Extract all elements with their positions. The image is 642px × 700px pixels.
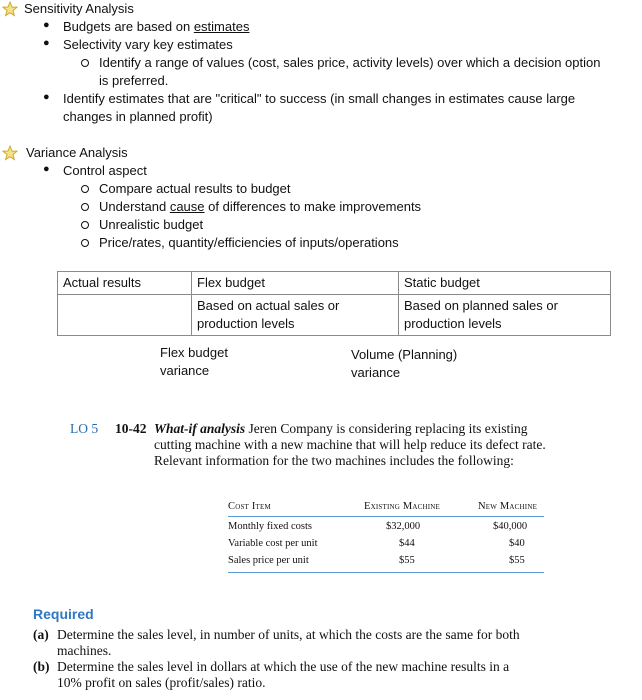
sub-bullet-unrealistic: Unrealistic budget <box>99 217 204 232</box>
section-title-sensitivity: Sensitivity Analysis <box>24 1 134 16</box>
table-row <box>228 538 544 555</box>
bullet-icon: ● <box>43 37 50 49</box>
bullet-control-aspect: Control aspect <box>63 163 147 178</box>
text: Jeren Company is considering replacing its existing <box>245 421 528 436</box>
bullet-icon: ● <box>43 163 50 175</box>
cell-text: Based on planned sales or <box>404 298 558 313</box>
table-cell: Sales price per unit <box>228 555 309 566</box>
item-text: Determine the sales level in dollars at which the use of the new machine results in a <box>57 659 510 674</box>
problem-number: 10-42 <box>115 421 147 436</box>
column-header: Cost Item <box>228 501 271 512</box>
label-line: Flex budget <box>160 345 228 360</box>
table-cell: Actual results <box>58 272 192 295</box>
sub-bullet-range-cont: is preferred. <box>99 73 169 88</box>
flex-budget-variance-label <box>160 344 228 380</box>
bullet-budgets-estimates <box>63 18 249 36</box>
bullet-critical-estimates: Identify estimates that are "critical" to success (in small changes in estimates cause large <box>63 91 576 106</box>
table-cell: $55 <box>399 555 415 566</box>
bullet-critical-estimates-cont: changes in planned profit) <box>63 109 213 124</box>
item-text: Determine the sales level, in number of units, at which the costs are the same for both <box>57 627 520 642</box>
star-icon <box>2 145 18 161</box>
item-label: (b) <box>33 659 50 674</box>
circle-bullet-icon <box>81 185 89 193</box>
problem-line-1 <box>154 421 527 437</box>
table-cell: $40,000 <box>493 521 528 532</box>
column-header: New Machine <box>478 501 538 512</box>
item-text: 10% profit on sales (profit/sales) ratio. <box>57 675 266 690</box>
problem-line-3: Relevant information for the two machines includes the following: <box>154 453 514 468</box>
table-cell: Static budget <box>399 272 611 295</box>
table-row <box>228 555 544 573</box>
problem-line <box>70 421 610 437</box>
sub-bullet-compare: Compare actual results to budget <box>99 181 291 196</box>
budget-comparison-table <box>57 271 611 336</box>
table-cell: Monthly fixed costs <box>228 521 312 532</box>
sub-bullet-cause <box>99 198 421 216</box>
star-icon <box>2 1 18 17</box>
item-text: machines. <box>57 643 112 658</box>
table-row <box>228 521 544 538</box>
section-title-variance: Variance Analysis <box>26 145 128 160</box>
problem-topic: What-if analysis <box>154 421 246 436</box>
table-cell: Flex budget <box>192 272 399 295</box>
required-item-b <box>33 659 633 691</box>
learning-objective-label: LO 5 <box>70 421 99 436</box>
table-row <box>58 295 611 336</box>
volume-variance-label <box>351 346 457 382</box>
table-cell: $32,000 <box>386 521 421 532</box>
text: of differences to make improvements <box>204 199 422 214</box>
circle-bullet-icon <box>81 59 89 67</box>
table-cell <box>192 295 399 336</box>
text: Budgets are based on <box>63 19 194 34</box>
sub-bullet-price-rates: Price/rates, quantity/efficiencies of inputs/operations <box>99 235 399 250</box>
cost-table <box>228 500 544 573</box>
required-heading: Required <box>33 606 94 622</box>
cell-text: production levels <box>197 316 295 331</box>
column-header: Existing Machine <box>364 501 441 512</box>
table-cell <box>58 295 192 336</box>
table-cell: Variable cost per unit <box>228 538 318 549</box>
circle-bullet-icon <box>81 203 89 211</box>
required-items <box>33 627 633 691</box>
underlined-text: estimates <box>193 19 250 34</box>
cost-table-header <box>228 500 544 517</box>
table-cell: $44 <box>399 538 415 549</box>
bullet-selectivity: Selectivity vary key estimates <box>63 37 233 52</box>
underlined-text: cause <box>169 199 205 214</box>
label-line: Volume (Planning) <box>351 347 458 362</box>
circle-bullet-icon <box>81 221 89 229</box>
table-cell <box>399 295 611 336</box>
circle-bullet-icon <box>81 239 89 247</box>
table-row <box>58 272 611 295</box>
cell-text: production levels <box>404 316 502 331</box>
table-cell: $40 <box>509 538 525 549</box>
label-line: variance <box>160 363 210 378</box>
bullet-icon: ● <box>43 91 50 103</box>
item-label: (a) <box>33 627 49 642</box>
table-cell: $55 <box>509 555 525 566</box>
label-line: variance <box>351 365 401 380</box>
problem-line-2: cutting machine with a new machine that will help reduce its defect rate. <box>154 437 546 452</box>
text: Understand <box>99 199 170 214</box>
problem-statement <box>70 421 610 469</box>
cell-text: Based on actual sales or <box>197 298 340 313</box>
required-item-a <box>33 627 633 659</box>
sub-bullet-range: Identify a range of values (cost, sales price, activity levels) over which a decision option <box>99 55 601 70</box>
bullet-icon: ● <box>43 19 50 31</box>
